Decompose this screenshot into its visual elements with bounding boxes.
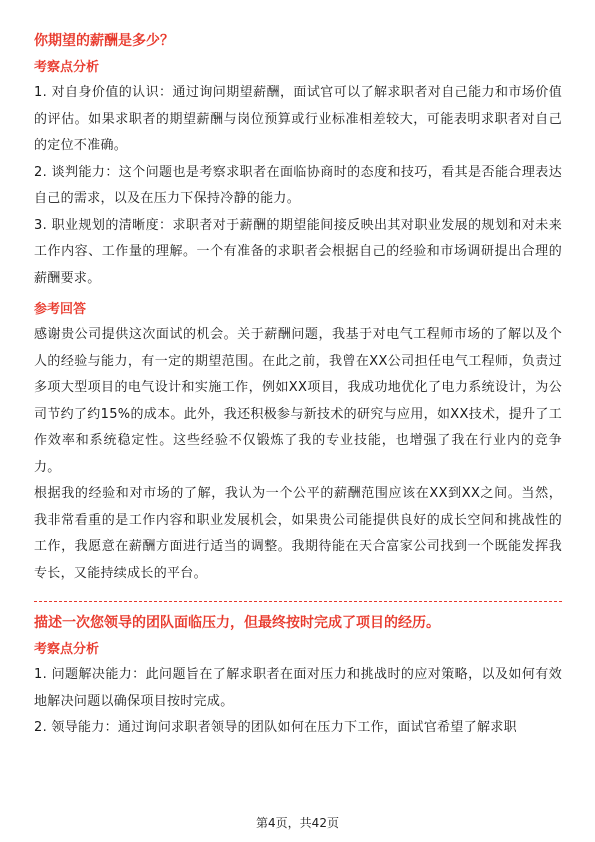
section-divider <box>34 601 562 602</box>
page-number-footer: 第4页，共42页 <box>256 816 339 830</box>
question-title-salary: 你期望的薪酬是多少？ <box>34 33 174 49</box>
answer-paragraph-1: 感谢贵公司提供这次面试的机会。关于薪酬问题，我基于对电气工程师市场的了解以及个人的经验与能力，有一定的期望范围。在此之前，我曾在XX公司担任电气工程师，负责过多项大型项目的电气设计和实施工作，例如XX项目，我成功地优化了电力系统设计，为公司节约了约15%的成本。此外，我还积极参与新技术的研究与应用，如XX技术，提升了工作效率和系统稳定性。这些经验不仅锻炼了我的专业技能，也增强了我在行业内的竞争力。 <box>34 327 562 475</box>
answer-paragraph-2: 根据我的经验和对市场的了解，我认为一个公平的薪酬范围应该在XX到XX之间。当然，我非常看重的是工作内容和职业发展机会，如果贵公司能提供良好的成长空间和挑战性的工作，我愿意在薪酬方面进行适当的调整。我期待能在天合富家公司找到一个既能发挥我专长，又能持续成长的平台。 <box>34 486 562 581</box>
question-title-team-pressure: 描述一次您领导的团队面临压力，但最终按时完成了项目的经历。 <box>34 615 440 631</box>
analysis-item-1: 1. 对自身价值的认识：通过询问期望薪酬，面试官可以了解求职者对自己能力和市场价值的评估。如果求职者的期望薪酬与岗位预算或行业标准相差较大，可能表明求职者对自己的定位不准确。 <box>34 85 562 153</box>
document-page <box>34 30 562 742</box>
analysis-item-2-2: 2. 领导能力：通过询问求职者领导的团队如何在压力下工作，面试官希望了解求职 <box>34 720 517 735</box>
analysis-item-3: 3. 职业规划的清晰度：求职者对于薪酬的期望能间接反映出其对职业发展的规划和对未来工作内容、工作量的理解。一个有准备的求职者会根据自己的经验和市场调研提出合理的薪酬要求。 <box>34 217 562 286</box>
analysis-heading: 考察点分析 <box>34 60 100 75</box>
analysis-heading-2: 考察点分析 <box>34 642 100 657</box>
answer-heading: 参考回答 <box>34 302 87 317</box>
analysis-item-2-1: 1. 问题解决能力：此问题旨在了解求职者在面对压力和挑战时的应对策略，以及如何有效地解决问题以确保项目按时完成。 <box>34 667 562 709</box>
analysis-item-2: 2. 谈判能力：这个问题也是考察求职者在面临协商时的态度和技巧，看其是否能合理表达自己的需求，以及在压力下保持冷静的能力。 <box>34 164 562 206</box>
